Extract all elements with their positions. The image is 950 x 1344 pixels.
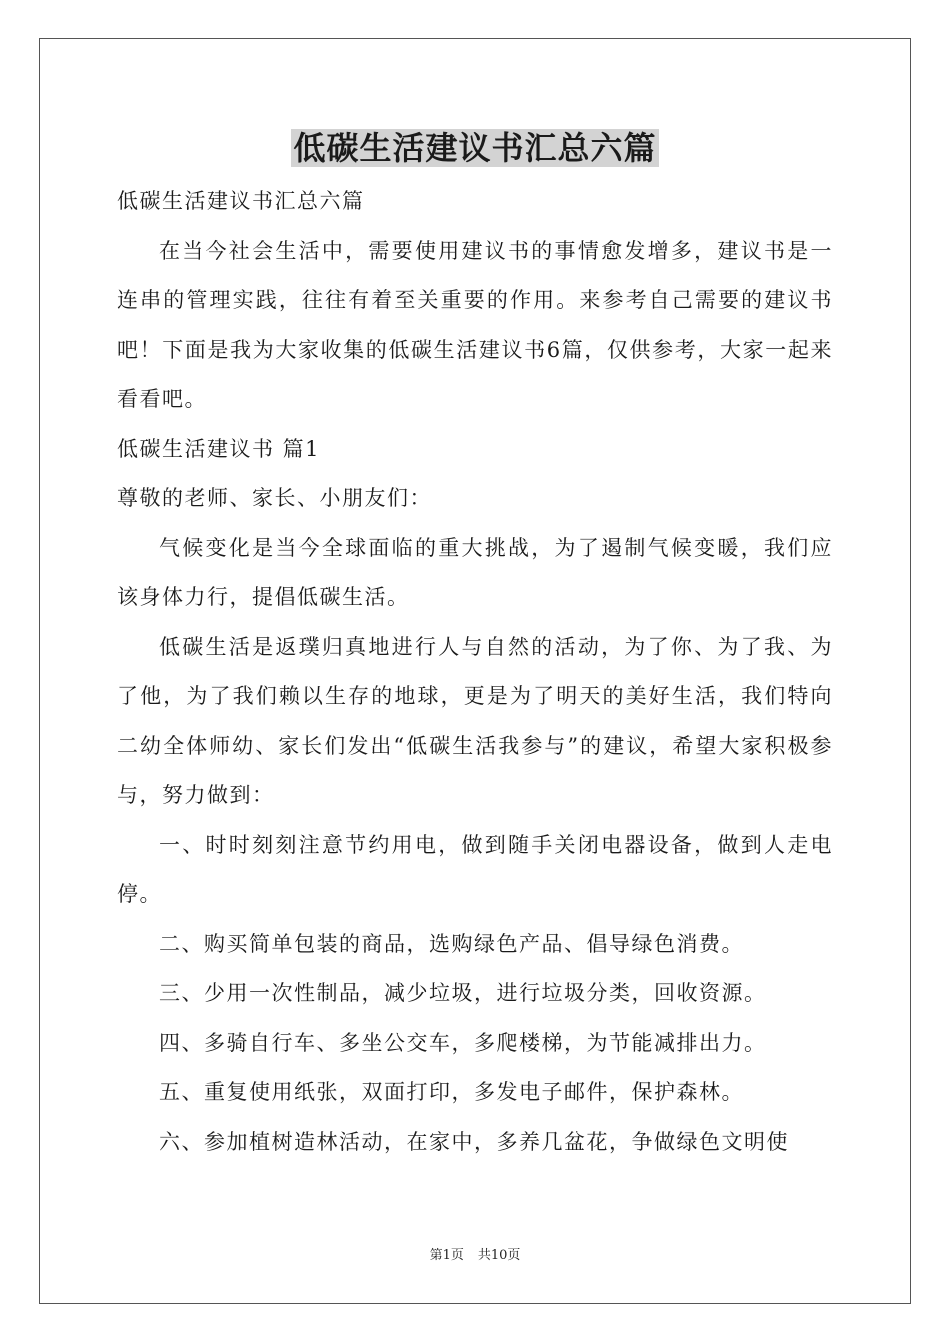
- paragraph: 低碳生活建议书汇总六篇: [117, 189, 365, 213]
- paragraph: 六、参加植树造林活动，在家中，多养几盆花，争做绿色文明使: [159, 1129, 789, 1154]
- paragraph: 五、重复使用纸张，双面打印，多发电子邮件，保护森林。: [159, 1080, 744, 1104]
- document-title-text: 低碳生活建议书汇总六篇: [293, 129, 657, 167]
- page-number: 第1页: [429, 1248, 464, 1263]
- paragraph: 一、时时刻刻注意节约用电，做到随手关闭电器设备，做到人走电停。: [117, 832, 833, 906]
- page-footer: [0, 1246, 950, 1266]
- paragraph: 低碳生活建议书 篇1: [117, 436, 321, 461]
- paragraph: 在当今社会生活中，需要使用建议书的事情愈发增多，建议书是一连串的管理实践，往往有着至关重要的作用。来参考自己需要的建议书吧！下面是我为大家收集的低碳生活建议书6篇，仅供参考，大家一起来看看吧。: [117, 238, 833, 411]
- page-total: 共10页: [477, 1248, 521, 1263]
- paragraph: 四、多骑自行车、多坐公交车，多爬楼梯，为节能减排出力。: [159, 1030, 767, 1055]
- paragraph: 气候变化是当今全球面临的重大挑战，为了遏制气候变暖，我们应该身体力行，提倡低碳生活。: [117, 535, 833, 609]
- paragraph: 三、少用一次性制品，减少垃圾，进行垃圾分类，回收资源。: [159, 981, 767, 1005]
- document-body: [117, 177, 833, 1167]
- document-title: [0, 124, 950, 172]
- paragraph: 低碳生活是返璞归真地进行人与自然的活动，为了你、为了我、为了他，为了我们赖以生存的地球，更是为了明天的美好生活，我们特向二幼全体师幼、家长们发出“低碳生活我参与”的建议，希望大家积极参与，努力做到：: [117, 634, 833, 807]
- paragraph: 尊敬的老师、家长、小朋友们：: [117, 486, 432, 510]
- paragraph: 二、购买简单包装的商品，选购绿色产品、倡导绿色消费。: [159, 931, 744, 956]
